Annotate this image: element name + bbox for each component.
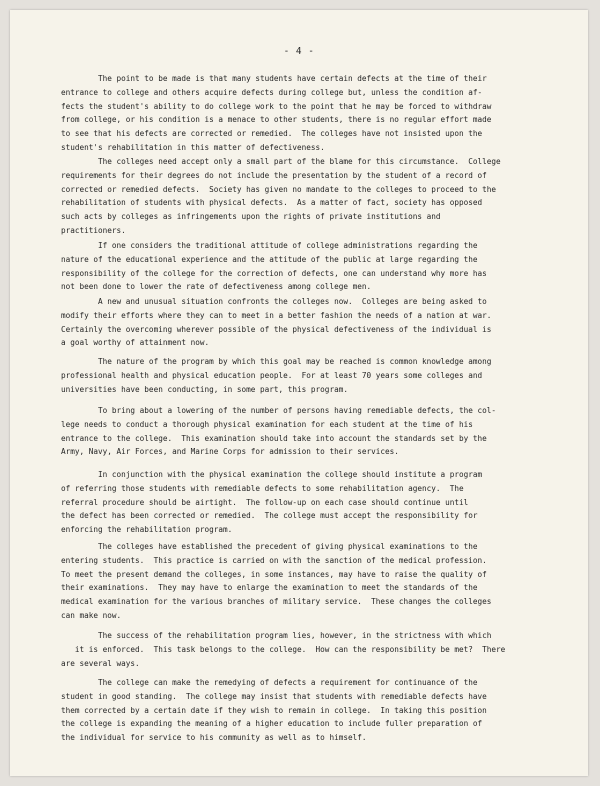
text-line: can make now. xyxy=(61,610,122,620)
text-line: A new and unusual situation confronts the colleges now. Colleges are being asked to xyxy=(61,297,487,306)
text-line: from college, or his condition is a menace to other students, there is no regular effort made xyxy=(61,115,492,125)
paragraph xyxy=(61,676,541,745)
text-line: To meet the present demand the colleges, in some instances, may have to raise the quality of xyxy=(61,569,487,579)
text-line: not been done to lower the rate of defectiveness among college men. xyxy=(61,282,372,292)
text-line: such acts by colleges as infringements upon the rights of private institutions and xyxy=(61,212,441,222)
text-line: modify their efforts where they can to meet in a better fashion the needs of a nation at war. xyxy=(61,310,492,320)
text-line: The nature of the program by which this goal may be reached is common knowledge among xyxy=(61,357,492,366)
text-line: entrance to college and others acquire defects during college but, unless the condition af- xyxy=(61,87,483,97)
text-line: the college is expanding the meaning of a higher education to include fuller preparation of xyxy=(61,719,483,729)
text-line: the defect has been corrected or remedied. The college must accept the responsibility for xyxy=(61,511,478,521)
paragraph xyxy=(61,239,541,294)
text-line: To bring about a lowering of the number of persons having remediable defects, the col- xyxy=(61,406,497,415)
text-line: The point to be made is that many students have certain defects at the time of their xyxy=(61,74,487,83)
text-line: The colleges need accept only a small part of the blame for this circumstance. College xyxy=(61,157,501,166)
text-line: enforcing the rehabilitation program. xyxy=(61,525,233,535)
text-line: universities have been conducting, in some part, this program. xyxy=(61,384,348,394)
text-line: The colleges have established the precedent of giving physical examinations to the xyxy=(61,542,478,551)
text-line: professional health and physical education people. For at least 70 years some colleges and xyxy=(61,370,483,380)
text-line: of referring those students with remediable defects to some rehabilitation agency. The xyxy=(61,483,464,493)
paragraph xyxy=(61,468,541,537)
text-line: student in good standing. The college may insist that students with remediable defects have xyxy=(61,691,487,701)
text-line: Certainly the overcoming wherever possible of the physical defectiveness of the individual is xyxy=(61,324,492,334)
paragraph xyxy=(61,629,541,670)
text-line: requirements for their degrees do not include the presentation by the student of a record of xyxy=(61,170,487,180)
paragraph xyxy=(61,295,541,350)
text-line: medical examination for the various branches of military service. These changes the colleges xyxy=(61,597,492,607)
text-line: rehabilitation of students with physical defects. As a matter of fact, society has opposed xyxy=(61,198,483,208)
paragraph xyxy=(61,355,541,396)
text-line: In conjunction with the physical examination the college should institute a program xyxy=(61,470,483,479)
page-number: - 4 - xyxy=(283,46,315,57)
text-line: practitioners. xyxy=(61,225,126,235)
document-page xyxy=(10,10,588,776)
text-line: it is enforced. This task belongs to the college. How can the responsibility be met? There xyxy=(61,644,506,654)
text-line: If one considers the traditional attitude of college administrations regarding the xyxy=(61,241,478,250)
paragraph xyxy=(61,155,541,238)
text-line: a goal worthy of attainment now. xyxy=(61,338,210,348)
paragraph xyxy=(61,540,541,623)
paragraph xyxy=(61,404,541,459)
text-line: the individual for service to his community as well as to himself. xyxy=(61,733,367,743)
text-line: nature of the educational experience and the attitude of the public at large regarding the xyxy=(61,254,478,264)
text-line: The success of the rehabilitation program lies, however, in the strictness with which xyxy=(61,631,492,640)
text-line: referral procedure should be airtight. The follow-up on each case should continue until xyxy=(61,497,469,507)
text-line: The college can make the remedying of defects a requirement for continuance of the xyxy=(61,678,478,687)
text-line: fects the student's ability to do college work to the point that he may be forced to withdraw xyxy=(61,101,492,111)
text-line: entrance to the college. This examination should take into account the standards set by the xyxy=(61,433,487,443)
text-line: corrected or remedied defects. Society has given no mandate to the colleges to proceed to the xyxy=(61,184,497,194)
text-line: Army, Navy, Air Forces, and Marine Corps for admission to their services. xyxy=(61,447,399,457)
text-line: responsibility of the college for the correction of defects, one can understand why more has xyxy=(61,268,487,278)
text-line: to see that his defects are corrected or remedied. The colleges have not insisted upon the xyxy=(61,129,483,139)
text-line: lege needs to conduct a thorough physical examination for each student at the time of his xyxy=(61,419,473,429)
text-line: them corrected by a certain date if they wish to remain in college. In taking this position xyxy=(61,705,487,715)
text-line: are several ways. xyxy=(61,658,140,668)
text-line: student's rehabilitation in this matter of defectiveness. xyxy=(61,142,325,152)
paragraph xyxy=(61,72,541,155)
text-line: entering students. This practice is carried on with the sanction of the medical profession. xyxy=(61,555,487,565)
text-line: their examinations. They may have to enlarge the examination to meet the standards of the xyxy=(61,583,478,593)
